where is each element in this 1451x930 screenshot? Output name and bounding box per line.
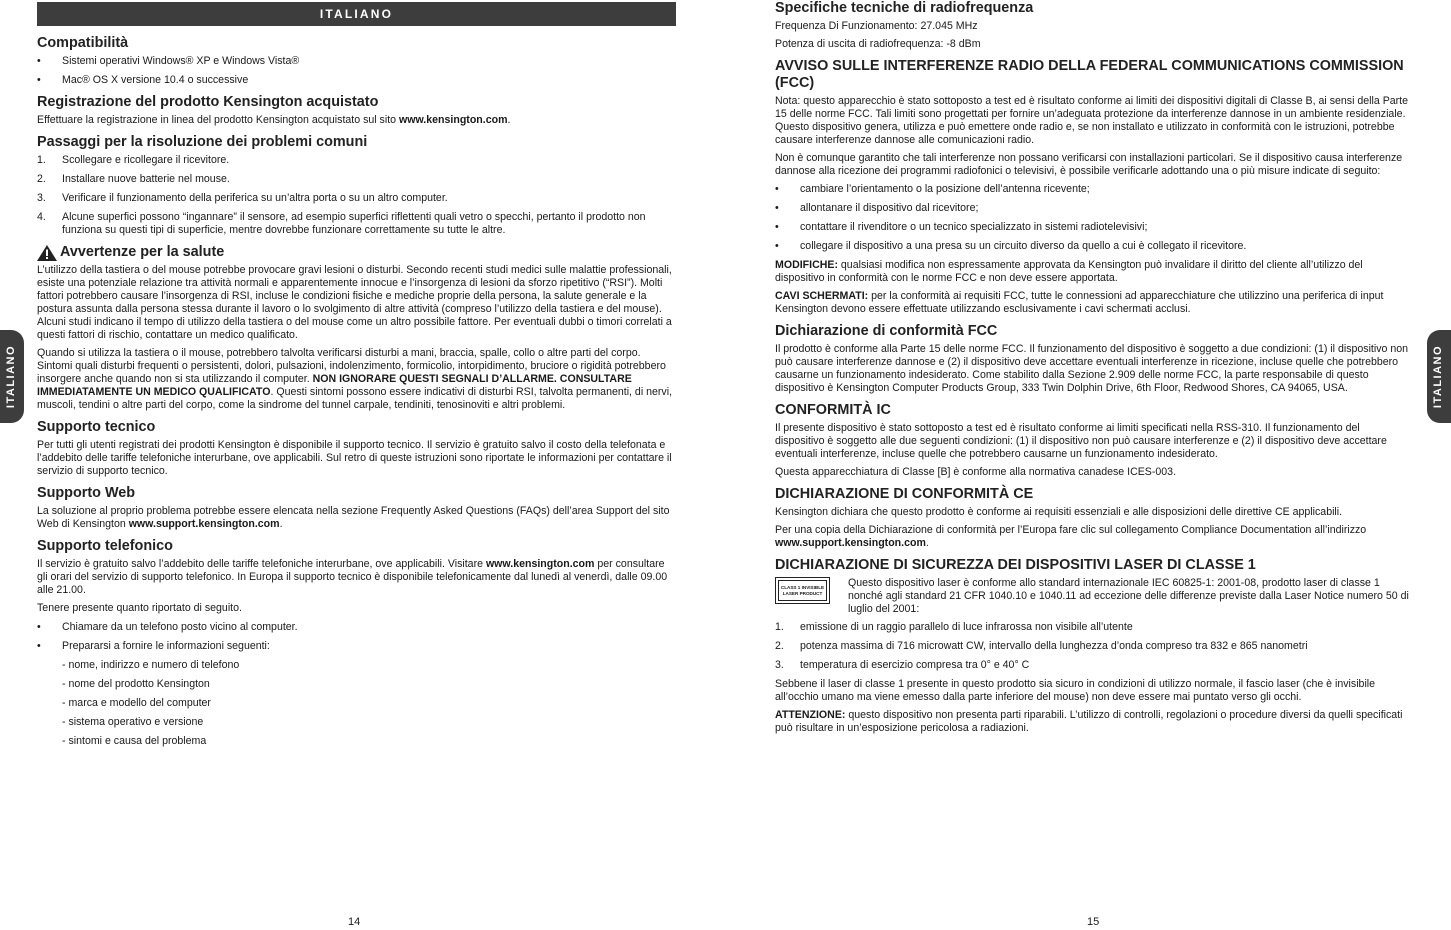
info-item: - sistema operativo e versione: [62, 716, 204, 728]
tech-support-text: Per tutti gli utenti registrati dei prodotti Kensington è disponibile il supporto tecnico. Il servizio è gratuito salvo il costo della telefonata e l’addebito delle tariffe telefoniche interurbane, ove applicabili. Sul retro di queste istruzioni sono riportate le informazioni per contattare il servizio di supporto tecnico.: [37, 439, 672, 477]
ce-paragraph-1: Kensington dichiara che questo prodotto è conforme ai requisiti essenziali e alle disposizioni delle direttive CE applicabili.: [775, 506, 1343, 518]
list-item: • Sistemi operativi Windows® XP e Windows Vista®: [37, 55, 300, 67]
rf-frequency: Frequenza Di Funzionamento: 27.045 MHz: [775, 20, 978, 32]
list-item: • collegare il dispositivo a una presa su un circuito diverso da quello a cui è collegato il ricevitore.: [775, 240, 1247, 252]
bullet: •: [775, 221, 779, 233]
list-item: • Chiamare da un telefono posto vicino al computer.: [37, 621, 298, 633]
kensington-link[interactable]: www.kensington.com: [398, 114, 508, 126]
list-item: 1. Scollegare e ricollegare il ricevitore.: [37, 154, 230, 166]
bullet: •: [37, 55, 41, 67]
kensington-link[interactable]: www.kensington.com: [485, 558, 595, 570]
list-item: 2. potenza massima di 716 microwatt CW, intervallo della lunghezza d’onda compreso tra 832 e 865 nanometri: [775, 640, 1308, 652]
laser-warning: ATTENZIONE: questo dispositivo non presenta parti riparabili. L’utilizzo di controlli, regolazioni o procedure diversi da quelli specificati può risultare in un’esposizione pericolosa a radiazioni.: [775, 709, 1403, 734]
registration-heading: Registrazione del prodotto Kensington acquistato: [37, 94, 379, 110]
list-item: • Mac® OS X versione 10.4 o successive: [37, 74, 249, 86]
ic-heading: CONFORMITÀ IC: [775, 402, 891, 418]
bullet: •: [775, 240, 779, 252]
web-support-heading: Supporto Web: [37, 485, 136, 501]
fcc-modifications: MODIFICHE: qualsiasi modifica non espressamente approvata da Kensington può invalidare il diritto del cliente all’utilizzo del dispositivo in conformità con le norme FCC e non deve essere apportata.: [775, 259, 1363, 284]
support-link[interactable]: www.support.kensington.com: [775, 537, 926, 549]
troubleshoot-heading: Passaggi per la risoluzione dei problemi comuni: [37, 134, 368, 150]
fcc-paragraph-1: Nota: questo apparecchio è stato sottoposto a test ed è risultato conforme ai limiti dei dispositivi digitali di Classe B, ai sensi della Parte 15 delle norme FCC. Tali limiti sono progettati per fornire un’adeguata protezione da interferenze dannose in un ambiente residenziale. Questo dispositivo genera, utilizza e può emettere onde radio e, se non installato e utilizzato in conformità con le istruzioni, potrebbe causare interferenze dannose alle comunicazioni radio.: [775, 95, 1409, 146]
phone-support-note: Tenere presente quanto riportato di seguito.: [37, 602, 242, 614]
laser-class-label: CLASS 1 INVISIBLE LASER PRODUCT: [775, 577, 830, 604]
side-tab-label: ITALIANO: [5, 344, 18, 409]
side-tab-right: [1427, 330, 1451, 423]
registration-text: Effettuare la registrazione in linea del prodotto Kensington acquistato sul sito www.kensington.com.: [37, 114, 511, 126]
health-paragraph-1: L’utilizzo della tastiera o del mouse potrebbe provocare gravi lesioni o disturbi. Secondo recenti studi medici sulle malattie professionali, esiste una potenziale relazione tra attività normali e apparentemente innocue e l’insorgenza di lesioni da sforzo ripetitivo (“RSI”). Molti fattori potrebbero causare l’insorgenza di RSI, incluse le condizioni fisiche e mediche proprie della persona, la salute generale e la postura assunta dalla persona stessa durante il lavoro o lo svolgimento di altre attività (compreso l’utilizzo della tastiera e del mouse). Alcuni studi indicano il tempo di utilizzo della tastiera o del mouse come un altro possibile fattore. Per eventuali dubbi o timori correlati a questi fattori di rischio, contattare un medico qualificato.: [37, 264, 672, 341]
fcc-heading: AVVISO SULLE INTERFERENZE RADIO DELLA FEDERAL COMMUNICATIONS COMMISSION (FCC): [775, 58, 1404, 91]
list-item: 3. temperatura di esercizio compresa tra 0° e 40° C: [775, 659, 1030, 671]
info-item: - marca e modello del computer: [62, 697, 211, 709]
laser-heading: DICHIARAZIONE DI SICUREZZA DEI DISPOSITIVI LASER DI CLASSE 1: [775, 557, 1256, 573]
support-link[interactable]: www.support.kensington.com: [128, 518, 280, 530]
list-item: • contattare il rivenditore o un tecnico specializzato in sistemi radiotelevisivi;: [775, 221, 1148, 233]
right-page: [775, 0, 1409, 740]
fcc-conformity-heading: Dichiarazione di conformità FCC: [775, 323, 998, 339]
bullet: •: [775, 183, 779, 195]
ce-heading: DICHIARAZIONE DI CONFORMITÀ CE: [775, 486, 1034, 502]
page-number-left: 14: [348, 916, 361, 928]
health-heading: Avvertenze per la salute: [37, 244, 676, 261]
list-item: 3. Verificare il funzionamento della periferica su un’altra porta o su un altro computer.: [37, 192, 448, 204]
laser-intro: Questo dispositivo laser è conforme allo standard internazionale IEC 60825-1: 2001-08, prodotto laser di classe 1 nonché agli standard 21 CFR 1040.10 e 1040.11 ad eccezione delle differenze previste dalla Laser Notice numero 50 di luglio del 2001:: [848, 577, 1409, 615]
fcc-conformity-text: Il prodotto è conforme alla Parte 15 delle norme FCC. Il funzionamento del dispositivo è soggetto a due condizioni: (1) il dispositivo non può causare interferenze dannose e (2) il dispositivo deve accettare eventuali interferenze in ricezione, incluse quelle che potrebbero causarne un funzionamento indesiderato. Come stabilito dalla Sezione 2.909 delle norme FCC, la parte responsabile di questo dispositivo è Kensington Computer Products Group, 333 Twin Dolphin Drive, 6th Floor, Redwood Shores, CA 94065, USA.: [775, 343, 1409, 394]
list-item: • Prepararsi a fornire le informazioni seguenti:: [37, 640, 270, 652]
info-item: - sintomi e causa del problema: [62, 735, 207, 747]
warning-icon: [37, 245, 57, 261]
rf-power: Potenza di uscita di radiofrequenza: -8 dBm: [775, 38, 981, 50]
side-tab-label: ITALIANO: [1432, 344, 1445, 409]
laser-intro-row: [775, 577, 1409, 616]
info-item: - nome del prodotto Kensington: [62, 678, 210, 690]
list-item: • allontanare il dispositivo dal ricevitore;: [775, 202, 979, 214]
left-page: [37, 0, 676, 754]
ce-paragraph-2: Per una copia della Dichiarazione di conformità per l’Europa fare clic sul collegamento Compliance Documentation all’indirizzo www.support.kensington.com.: [775, 524, 1367, 549]
bullet: •: [37, 74, 41, 86]
bullet: •: [37, 640, 41, 652]
list-item: 1. emissione di un raggio parallelo di luce infrarossa non visibile all’utente: [775, 621, 1133, 633]
laser-safety-text: Sebbene il laser di classe 1 presente in questo prodotto sia sicuro in condizioni di utilizzo normale, il fascio laser (che è invisibile all’occhio umano ma viene emesso dalla parte inferiore del mouse) non deve essere mai puntato verso gli occhi.: [775, 678, 1376, 703]
list-item: • cambiare l’orientamento o la posizione dell’antenna ricevente;: [775, 183, 1090, 195]
health-paragraph-2: Quando si utilizza la tastiera o il mouse, potrebbero talvolta verificarsi disturbi a mani, braccia, spalle, collo o altre parti del corpo. Sintomi quali disturbi frequenti o persistenti, dolori, pulsazioni, indolenzimento, formicolio, intorpidimento, bruciore o rigidità potrebbero insorgere anche quando non si sta utilizzando il computer. NON IGNORARE QUESTI SEGNALI D’ALLARME. CONSULTARE IMMEDIATAMENTE UN MEDICO QUALIFICATO. Questi sintomi possono essere indicativi di disturbi RSI, talvolta permanenti, di nervi, muscoli, tendini o altre parti del corpo, come la sindrome del tunnel carpale, tendiniti, tenosinoviti e altri problemi.: [37, 347, 673, 411]
rf-heading: Specifiche tecniche di radiofrequenza: [775, 0, 1034, 16]
compat-heading: Compatibilità: [37, 35, 129, 51]
ic-paragraph-1: Il presente dispositivo è stato sottoposto a test ed è risultato conforme ai limiti specificati nella RSS-310. Il funzionamento del dispositivo è soggetto alle due seguenti condizioni: (1) il dispositivo non può causare interferenze e (2) il dispositivo deve accettare eventuali interferenze, incluse quelle che potrebbero causarne un funzionamento indesiderato.: [775, 422, 1387, 460]
side-tab-left: [0, 330, 24, 423]
info-item: - nome, indirizzo e numero di telefono: [62, 659, 240, 671]
fcc-paragraph-2: Non è comunque garantito che tali interferenze non possano verificarsi con installazioni particolari. Se il dispositivo causa interferenze dannose alla ricezione dei programmi radiofonici o televisivi, è possibile verificarle adottando una o più misure indicate di seguito:: [775, 152, 1403, 177]
list-item: 4. Alcune superfici possono “ingannare” il sensore, ad esempio superfici riflettenti quali vetro o specchi, pertanto il prodotto non funziona su questi tipi di superficie, mentre dovrebbe funzionare correttamente su tutte le altre.: [37, 211, 646, 236]
fcc-cables: CAVI SCHERMATI: per la conformità ai requisiti FCC, tutte le connessioni ad apparecchiature che utilizzino una periferica di input Kensington devono essere effettuate utilizzando esclusivamente i cavi schermati acclusi.: [775, 290, 1384, 315]
list-item: 2. Installare nuove batterie nel mouse.: [37, 173, 230, 185]
tech-support-heading: Supporto tecnico: [37, 419, 156, 435]
phone-support-heading: Supporto telefonico: [37, 538, 173, 554]
ic-paragraph-2: Questa apparecchiatura di Classe [B] è conforme alla normativa canadese ICES-003.: [775, 466, 1177, 478]
page-number-right: 15: [1087, 916, 1100, 928]
web-support-text: La soluzione al proprio problema potrebbe essere elencata nella sezione Frequently Asked Questions (FAQs) dell’area Support del sito Web di Kensington www.support.kensington.com.: [37, 505, 670, 530]
language-banner: ITALIANO: [37, 2, 676, 26]
phone-support-text: Il servizio è gratuito salvo l’addebito delle tariffe telefoniche interurbane, ove applicabili. Visitare www.kensington.com per consultare gli orari del servizio di supporto telefonico. In Europa il supporto tecnico è disponibile telefonicamente dal lunedì al venerdì, dalle 09.00 alle 21.00.: [37, 558, 668, 596]
bullet: •: [37, 621, 41, 633]
bullet: •: [775, 202, 779, 214]
